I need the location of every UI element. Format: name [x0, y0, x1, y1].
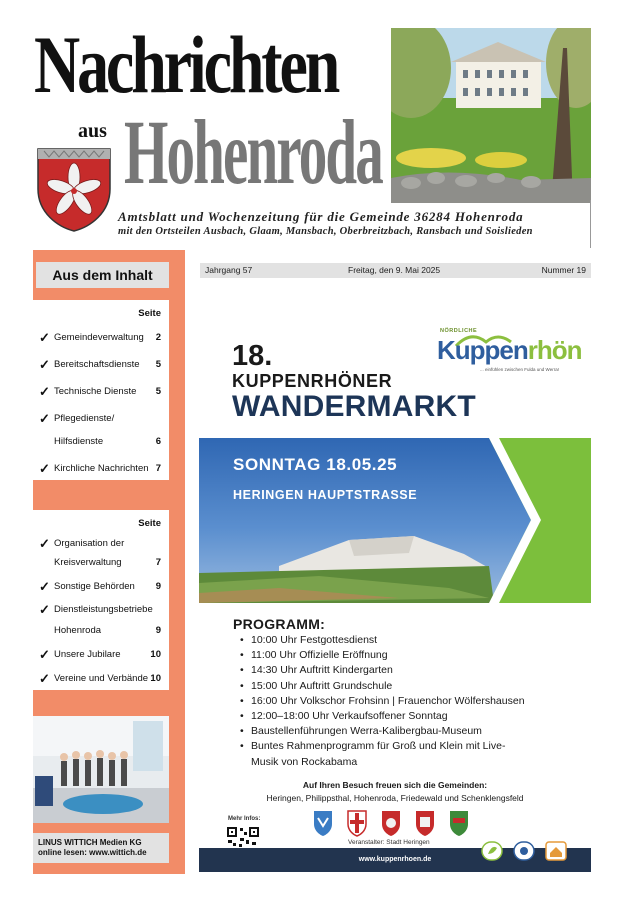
toc-item[interactable]: ✓ Technische Dienste 5: [39, 384, 161, 399]
check-icon: ✓: [39, 384, 50, 399]
crest-philippsthal-icon: [348, 811, 366, 836]
masthead-districts: mit den Ortsteilen Ausbach, Glaam, Mansbach, Oberbreitzbach, Ransbach und Soislieden: [118, 226, 533, 237]
logo-wordmark: Kuppenrhön: [437, 335, 582, 365]
program-item: • 15:00 Uhr Auftritt Grundschule: [240, 679, 560, 694]
toc-item[interactable]: ✓ Organisation der: [39, 536, 125, 551]
program-title: PROGRAMM:: [233, 616, 326, 632]
coat-of-arms-icon: [34, 143, 114, 233]
issue-number: Nummer 19: [541, 265, 586, 275]
ad-headline-line3: WANDERMARKT: [232, 390, 476, 423]
header-divider: [590, 200, 591, 248]
crest-schenklengsfeld-icon: [450, 811, 468, 836]
organizer: Veranstalter: Stadt Heringen: [348, 839, 430, 846]
issue-volume: Jahrgang 57: [205, 265, 253, 275]
toc-box-1: [33, 300, 169, 480]
toc-item[interactable]: ✓ Unsere Jubilare 10: [39, 647, 161, 662]
program-item: • 10:00 Uhr Festgottesdienst: [240, 633, 560, 648]
banner-location: HERINGEN HAUPTSTRASSE: [233, 488, 418, 502]
toc-item[interactable]: ✓ Dienstleistungsbetriebe: [39, 602, 153, 617]
ad-edition-number: 18.: [232, 340, 273, 372]
toc-item[interactable]: ✓ Vereine und Verbände 10: [39, 671, 161, 686]
municipalities-list: Heringen, Philippsthal, Hohenroda, Friedewald und Schenklengsfeld: [266, 793, 524, 803]
leaf-badge-icon: [482, 842, 502, 860]
program-item: • 16:00 Uhr Volkschor Frohsinn | Frauenchor Wölfershausen: [240, 694, 560, 709]
check-icon: ✓: [39, 411, 50, 426]
publisher-name: LINUS WITTICH Medien KG: [38, 838, 142, 847]
check-icon: ✓: [39, 330, 50, 345]
group-photo: [33, 716, 169, 823]
program-list: [240, 633, 560, 770]
visit-invitation: Auf Ihren Besuch freuen sich die Gemeinden:: [302, 780, 488, 790]
check-icon: ✓: [39, 647, 50, 662]
check-icon: ✓: [39, 357, 50, 372]
masthead-title-aus: aus: [78, 120, 107, 142]
toc-item[interactable]: ✓ Sonstige Behörden 9: [39, 579, 161, 594]
house-badge-icon: [546, 842, 566, 860]
toc-item-cont[interactable]: Hilfsdienste 6: [54, 436, 161, 447]
publisher-info: [33, 833, 169, 863]
check-icon: ✓: [39, 579, 50, 594]
municipality-crests: [312, 808, 472, 838]
shield-badge-icon: [514, 842, 534, 860]
check-icon: ✓: [39, 461, 50, 476]
program-item: • 12:00–18:00 Uhr Verkaufsoffener Sonntag: [240, 709, 560, 724]
ad-headline-line2: KUPPENRHÖNER: [232, 371, 393, 391]
manor-house-photo: [391, 28, 591, 203]
logo-small-text: NÖRDLICHE: [440, 328, 478, 334]
crest-friedewald-icon: [416, 811, 434, 836]
toc-item-cont[interactable]: Hohenroda 9: [54, 625, 161, 636]
toc-item[interactable]: ✓ Bereitschaftsdienste 5: [39, 357, 161, 372]
banner-date: SONNTAG 18.05.25: [233, 455, 398, 474]
issue-info-bar: [200, 263, 591, 278]
crest-hohenroda-icon: [382, 811, 400, 836]
program-item: • 14:30 Uhr Auftritt Kindergarten: [240, 663, 560, 678]
sidebar-heading: Aus dem Inhalt: [36, 262, 169, 288]
check-icon: ✓: [39, 602, 50, 617]
toc-item-cont[interactable]: Kreisverwaltung 7: [54, 557, 161, 568]
issue-date: Freitag, den 9. Mai 2025: [348, 265, 441, 275]
website-link[interactable]: www.kuppenrhoen.de: [358, 856, 432, 863]
program-item: • Baustellenführungen Werra-Kalibergbau-Museum: [240, 724, 560, 739]
masthead-title-line1: Nachrichten: [34, 19, 338, 110]
toc-page-header: Seite: [138, 308, 161, 319]
publisher-website[interactable]: online lesen: www.wittich.de: [38, 848, 147, 857]
toc-box-2: [33, 510, 169, 690]
masthead-title-line2: Hohenroda: [124, 101, 382, 203]
more-info-label: Mehr Infos:: [228, 816, 261, 822]
sustainability-badges: [480, 840, 570, 864]
toc-page-header: Seite: [138, 518, 161, 529]
toc-item[interactable]: ✓ Kirchliche Nachrichten 7: [39, 461, 161, 476]
masthead-subtitle: Amtsblatt und Wochenzeitung für die Gemeinde 36284 Hohenroda: [118, 209, 524, 224]
program-item: • 11:00 Uhr Offizielle Eröffnung: [240, 648, 560, 663]
crest-heringen-icon: [314, 811, 332, 836]
check-icon: ✓: [39, 536, 50, 551]
logo-tagline: ... einfühlen zwischen Fulda und Werra!: [480, 367, 559, 372]
program-item: • Buntes Rahmenprogramm für Groß und Klein mit Live- Musik von Rockabama: [240, 739, 560, 769]
check-icon: ✓: [39, 671, 50, 686]
toc-item[interactable]: ✓ Gemeindeverwaltung 2: [39, 330, 161, 345]
toc-item[interactable]: ✓ Pflegedienste/: [39, 411, 115, 426]
